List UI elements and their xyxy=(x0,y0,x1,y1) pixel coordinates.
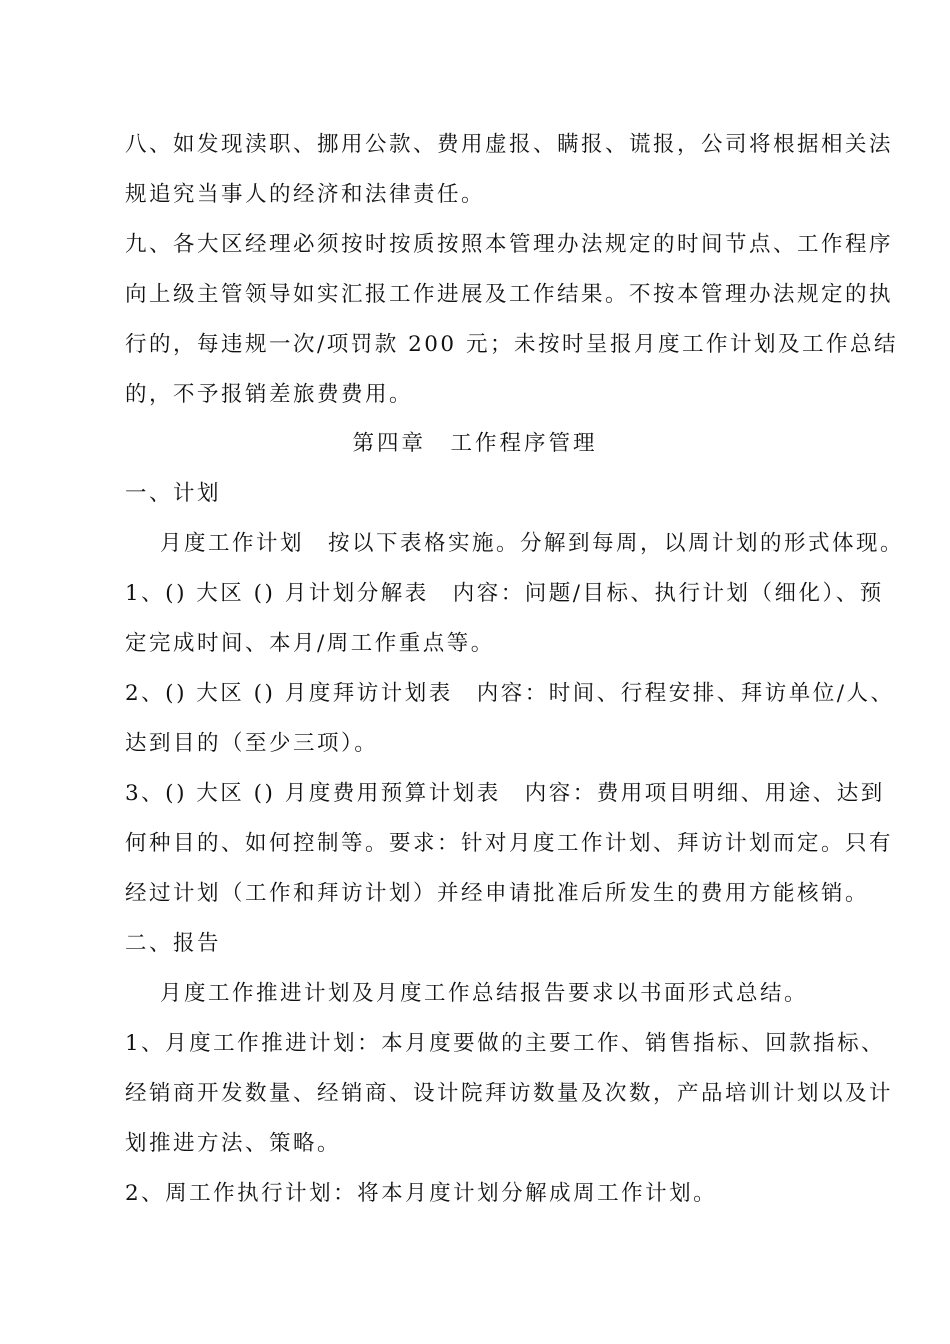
paragraph-9-line-3: 行的，每违规一次/项罚款 200 元；未按时呈报月度工作计划及工作总结 xyxy=(125,332,898,357)
plan-item-3-line-2: 何种目的、如何控制等。要求：针对月度工作计划、拜访计划而定。只有 xyxy=(125,831,894,856)
plan-item-2-line-1: 2、() 大区 () 月度拜访计划表 内容：时间、行程安排、拜访单位/人、 xyxy=(125,681,895,706)
report-item-1-line-2: 经销商开发数量、经销商、设计院拜访数量及次数，产品培训计划以及计 xyxy=(125,1081,894,1106)
plan-item-3-line-1: 3、() 大区 () 月度费用预算计划表 内容：费用项目明细、用途、达到 xyxy=(125,781,885,806)
paragraph-9-line-1: 九、各大区经理必须按时按质按照本管理办法规定的时间节点、工作程序 xyxy=(125,232,894,257)
report-item-1-line-1: 1、月度工作推进计划：本月度要做的主要工作、销售指标、回款指标、 xyxy=(125,1031,886,1056)
plan-intro: 月度工作计划 按以下表格实施。分解到每周，以周计划的形式体现。 xyxy=(160,531,905,556)
report-item-2-line-1: 2、周工作执行计划：将本月度计划分解成周工作计划。 xyxy=(125,1181,718,1206)
paragraph-8-line-1: 八、如发现渎职、挪用公款、费用虚报、瞒报、谎报，公司将根据相关法 xyxy=(125,132,894,157)
plan-item-1-line-1: 1、() 大区 () 月计划分解表 内容：问题/目标、执行计划（细化）、预 xyxy=(125,581,884,606)
paragraph-9-line-2: 向上级主管领导如实汇报工作进展及工作结果。不按本管理办法规定的执 xyxy=(125,282,894,307)
section-heading-report: 二、报告 xyxy=(125,931,222,956)
paragraph-8-line-2: 规追究当事人的经济和法律责任。 xyxy=(125,182,486,207)
plan-item-3-line-3: 经过计划（工作和拜访计划）并经申请批准后所发生的费用方能核销。 xyxy=(125,881,870,906)
report-intro: 月度工作推进计划及月度工作总结报告要求以书面形式总结。 xyxy=(160,981,809,1006)
report-item-1-line-3: 划推进方法、策略。 xyxy=(125,1131,342,1156)
plan-item-1-line-2: 定完成时间、本月/周工作重点等。 xyxy=(125,631,495,656)
section-heading-plan: 一、计划 xyxy=(125,481,222,506)
plan-item-2-line-2: 达到目的（至少三项）。 xyxy=(125,731,379,756)
paragraph-9-line-4: 的，不予报销差旅费费用。 xyxy=(125,382,414,407)
chapter-heading: 第四章 工作程序管理 xyxy=(352,431,598,456)
